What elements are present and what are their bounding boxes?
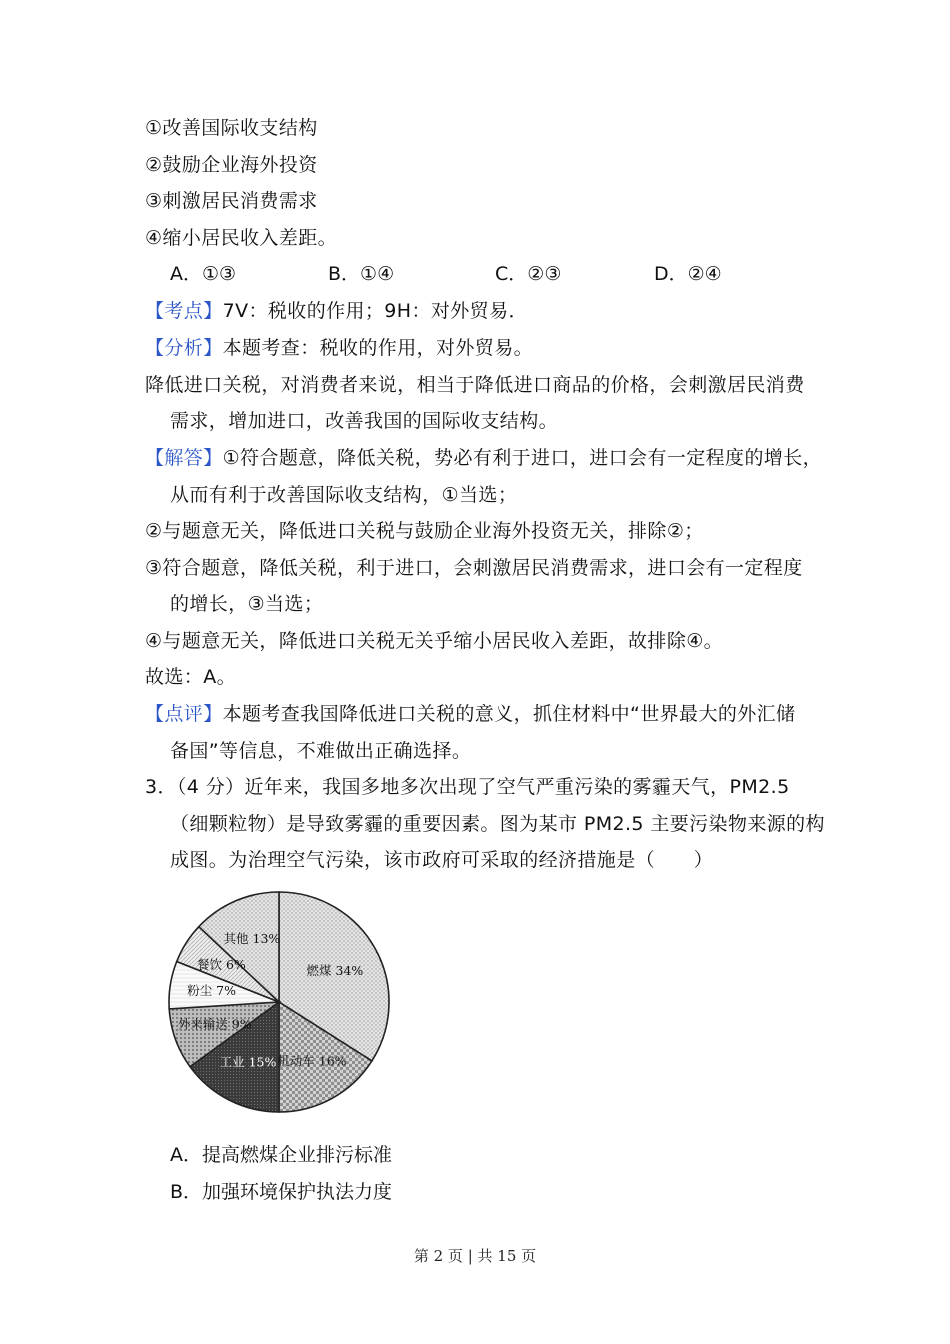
option-text: ②③	[527, 263, 562, 285]
jieda-line-5: 的增长，③当选；	[170, 593, 324, 615]
page-footer: 第 2 页 | 共 15 页	[413, 1247, 537, 1265]
q3-line-1: 3．（4 分）近年来，我国多地多次出现了空气严重污染的雾霾天气，PM2.5	[145, 776, 790, 798]
fenxi-text: 本题考查：税收的作用，对外贸易。	[222, 337, 534, 359]
option-letter: B．	[170, 1181, 203, 1203]
q3-line-2: （细颗粒物）是导致雾霾的重要因素。图为某市 PM2.5 主要污染物来源的构	[170, 813, 825, 835]
fenxi-para-2: 需求，增加进口，改善我国的国际收支结构。	[170, 410, 559, 432]
item-4: ④缩小居民收入差距。	[145, 227, 338, 249]
fenxi-para-1: 降低进口关税，对消费者来说，相当于降低进口商品的价格，会刺激居民消费	[145, 374, 805, 396]
pie-chart-svg	[163, 884, 395, 1120]
jieda-line-1	[145, 445, 822, 471]
kaodian-line	[145, 298, 528, 324]
dianping-tag: 【点评】	[145, 703, 223, 725]
option-letter: C．	[495, 263, 528, 285]
option-letter: A．	[170, 1144, 202, 1166]
pie-label-6: 其他 13%	[223, 930, 281, 946]
option-text: 加强环境保护执法力度	[202, 1181, 393, 1203]
pm25-pie-chart	[163, 884, 395, 1120]
q3-line-3: 成图。为治理空气污染，该市政府可采取的经济措施是（ ）	[170, 849, 714, 871]
q2-option-c	[495, 261, 561, 287]
dianping-line-2: 备国”等信息，不难做出正确选择。	[170, 740, 472, 762]
fenxi-line	[145, 335, 533, 361]
option-text: ②④	[687, 263, 722, 285]
item-2: ②鼓励企业海外投资	[145, 154, 318, 176]
option-text: ①④	[360, 263, 395, 285]
jieda-line-2: 从而有利于改善国际收支结构，①当选；	[170, 484, 518, 506]
q2-option-a	[170, 261, 236, 287]
dianping-text: 本题考查我国降低进口关税的意义，抓住材料中“世界最大的外汇储	[222, 703, 796, 725]
option-text: 提高燃煤企业排污标准	[202, 1144, 393, 1166]
item-3: ③刺激居民消费需求	[145, 190, 318, 212]
jieda-text: ①符合题意，降低关税，势必有利于进口，进口会有一定程度的增长，	[222, 447, 823, 469]
q3-option-a	[170, 1142, 392, 1168]
item-1: ①改善国际收支结构	[145, 117, 318, 139]
option-text: ①③	[202, 263, 237, 285]
pie-label-5: 餐饮 6%	[196, 957, 246, 972]
pie-label-0: 燃煤 34%	[306, 962, 364, 978]
q2-option-d	[654, 261, 722, 287]
kaodian-tag: 【考点】	[145, 300, 223, 322]
pie-label-3: 外来输送 9%	[177, 1016, 252, 1032]
option-letter: B．	[328, 263, 361, 285]
option-letter: A．	[170, 263, 202, 285]
jieda-tag: 【解答】	[145, 447, 223, 469]
jieda-line-3: ②与题意无关，降低进口关税与鼓励企业海外投资无关，排除②；	[145, 520, 704, 542]
pie-label-2: 工业 15%	[219, 1054, 277, 1070]
dianping-line-1	[145, 701, 795, 727]
q2-option-b	[328, 261, 394, 287]
fenxi-tag: 【分析】	[145, 337, 223, 359]
q3-option-b	[170, 1179, 392, 1205]
pie-label-4: 粉尘 7%	[187, 982, 237, 998]
jieda-line-7: 故选：A。	[145, 666, 236, 688]
jieda-line-6: ④与题意无关，降低进口关税无关乎缩小居民收入差距，故排除④。	[145, 630, 724, 652]
option-letter: D．	[654, 263, 688, 285]
jieda-line-4: ③符合题意，降低关税，利于进口，会刺激居民消费需求，进口会有一定程度	[145, 557, 803, 579]
kaodian-text: 7V：税收的作用；9H：对外贸易．	[222, 300, 528, 322]
pie-label-1: 机动车 16%	[277, 1053, 347, 1069]
